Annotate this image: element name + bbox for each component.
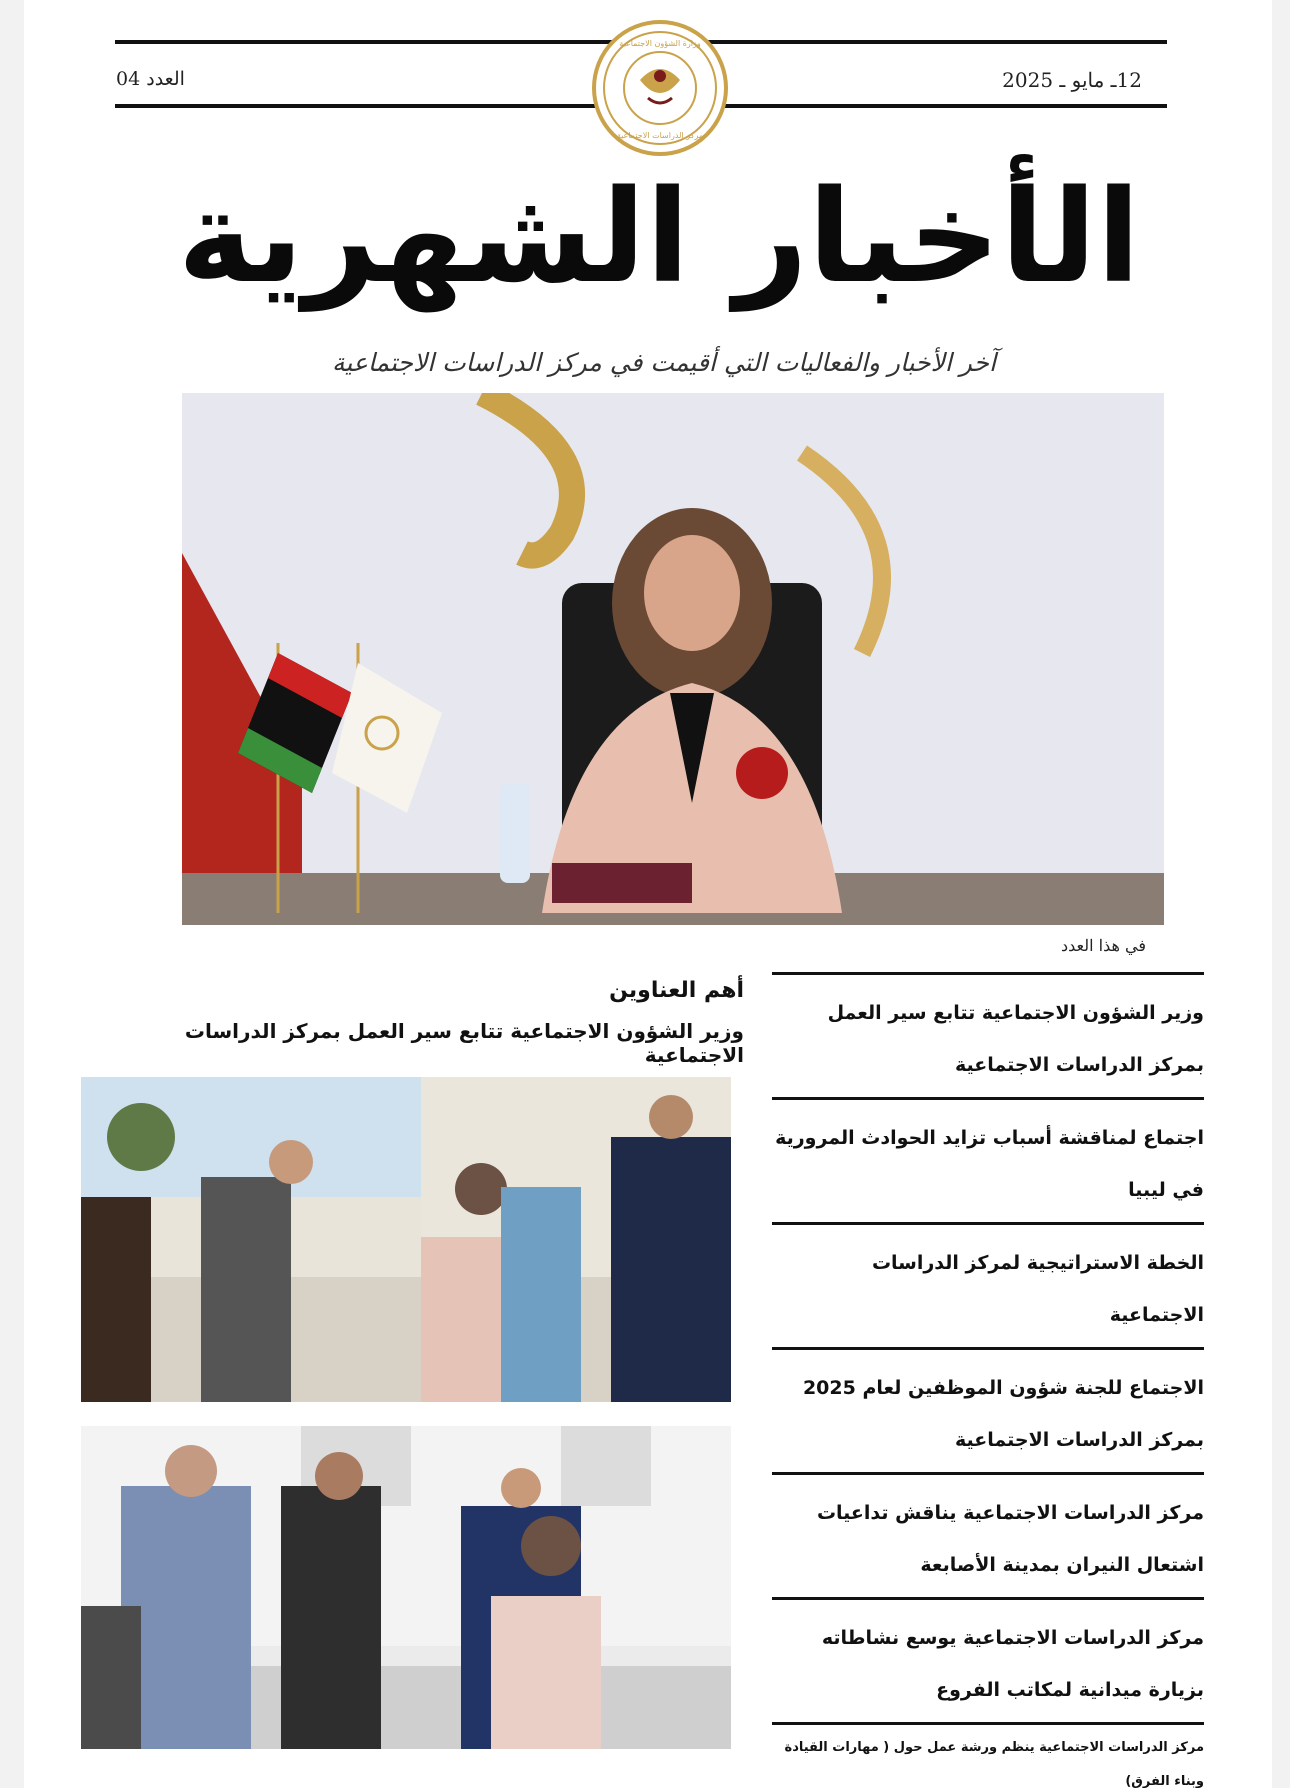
hero-photo (182, 393, 1164, 925)
table-of-contents (772, 972, 1204, 1788)
visit-photo-1 (81, 1077, 731, 1402)
headlines-lead: وزير الشؤون الاجتماعية تتابع سير العمل بمركز الدراسات الاجتماعية (184, 1019, 744, 1067)
issue-number: العدد 04 (116, 68, 185, 90)
masthead-title: الأخبار الشهرية (177, 163, 1141, 312)
toc-item[interactable]: الخطة الاستراتيجية لمركز الدراسات الاجتماعية (772, 1222, 1204, 1347)
in-this-issue-label: في هذا العدد (1061, 936, 1146, 955)
toc-item[interactable]: مركز الدراسات الاجتماعية يوسع نشاطاته بزيارة ميدانية لمكاتب الفروع (772, 1597, 1204, 1722)
toc-item[interactable]: مركز الدراسات الاجتماعية ينظم ورشة عمل حول ( مهارات القيادة وبناء الفرق) (772, 1722, 1204, 1788)
toc-item[interactable]: مركز الدراسات الاجتماعية يناقش تداعيات اشتعال النيران بمدينة الأصابعة (772, 1472, 1204, 1597)
svg-text:وزارة الشؤون الاجتماعية: وزارة الشؤون الاجتماعية (619, 39, 701, 48)
toc-item[interactable]: اجتماع لمناقشة أسباب تزايد الحوادث المرورية في ليبيا (772, 1097, 1204, 1222)
issue-date: 12ـ مايو ـ 2025 (1002, 68, 1142, 92)
newsletter-page (24, 0, 1272, 1788)
toc-item[interactable]: وزير الشؤون الاجتماعية تتابع سير العمل بمركز الدراسات الاجتماعية (772, 972, 1204, 1097)
toc-item[interactable]: الاجتماع للجنة شؤون الموظفين لعام 2025 بمركز الدراسات الاجتماعية (772, 1347, 1204, 1472)
top-headlines (84, 978, 744, 1067)
visit-photo-2 (81, 1426, 731, 1749)
ministry-logo-icon (590, 18, 730, 158)
headlines-title: أهم العناوين (609, 978, 744, 1003)
masthead-subtitle: آخر الأخبار والفعاليات التي أقيمت في مركز الدراسات الاجتماعية (332, 348, 996, 377)
svg-text:مركز الدراسات الاجتماعية: مركز الدراسات الاجتماعية (616, 131, 704, 140)
